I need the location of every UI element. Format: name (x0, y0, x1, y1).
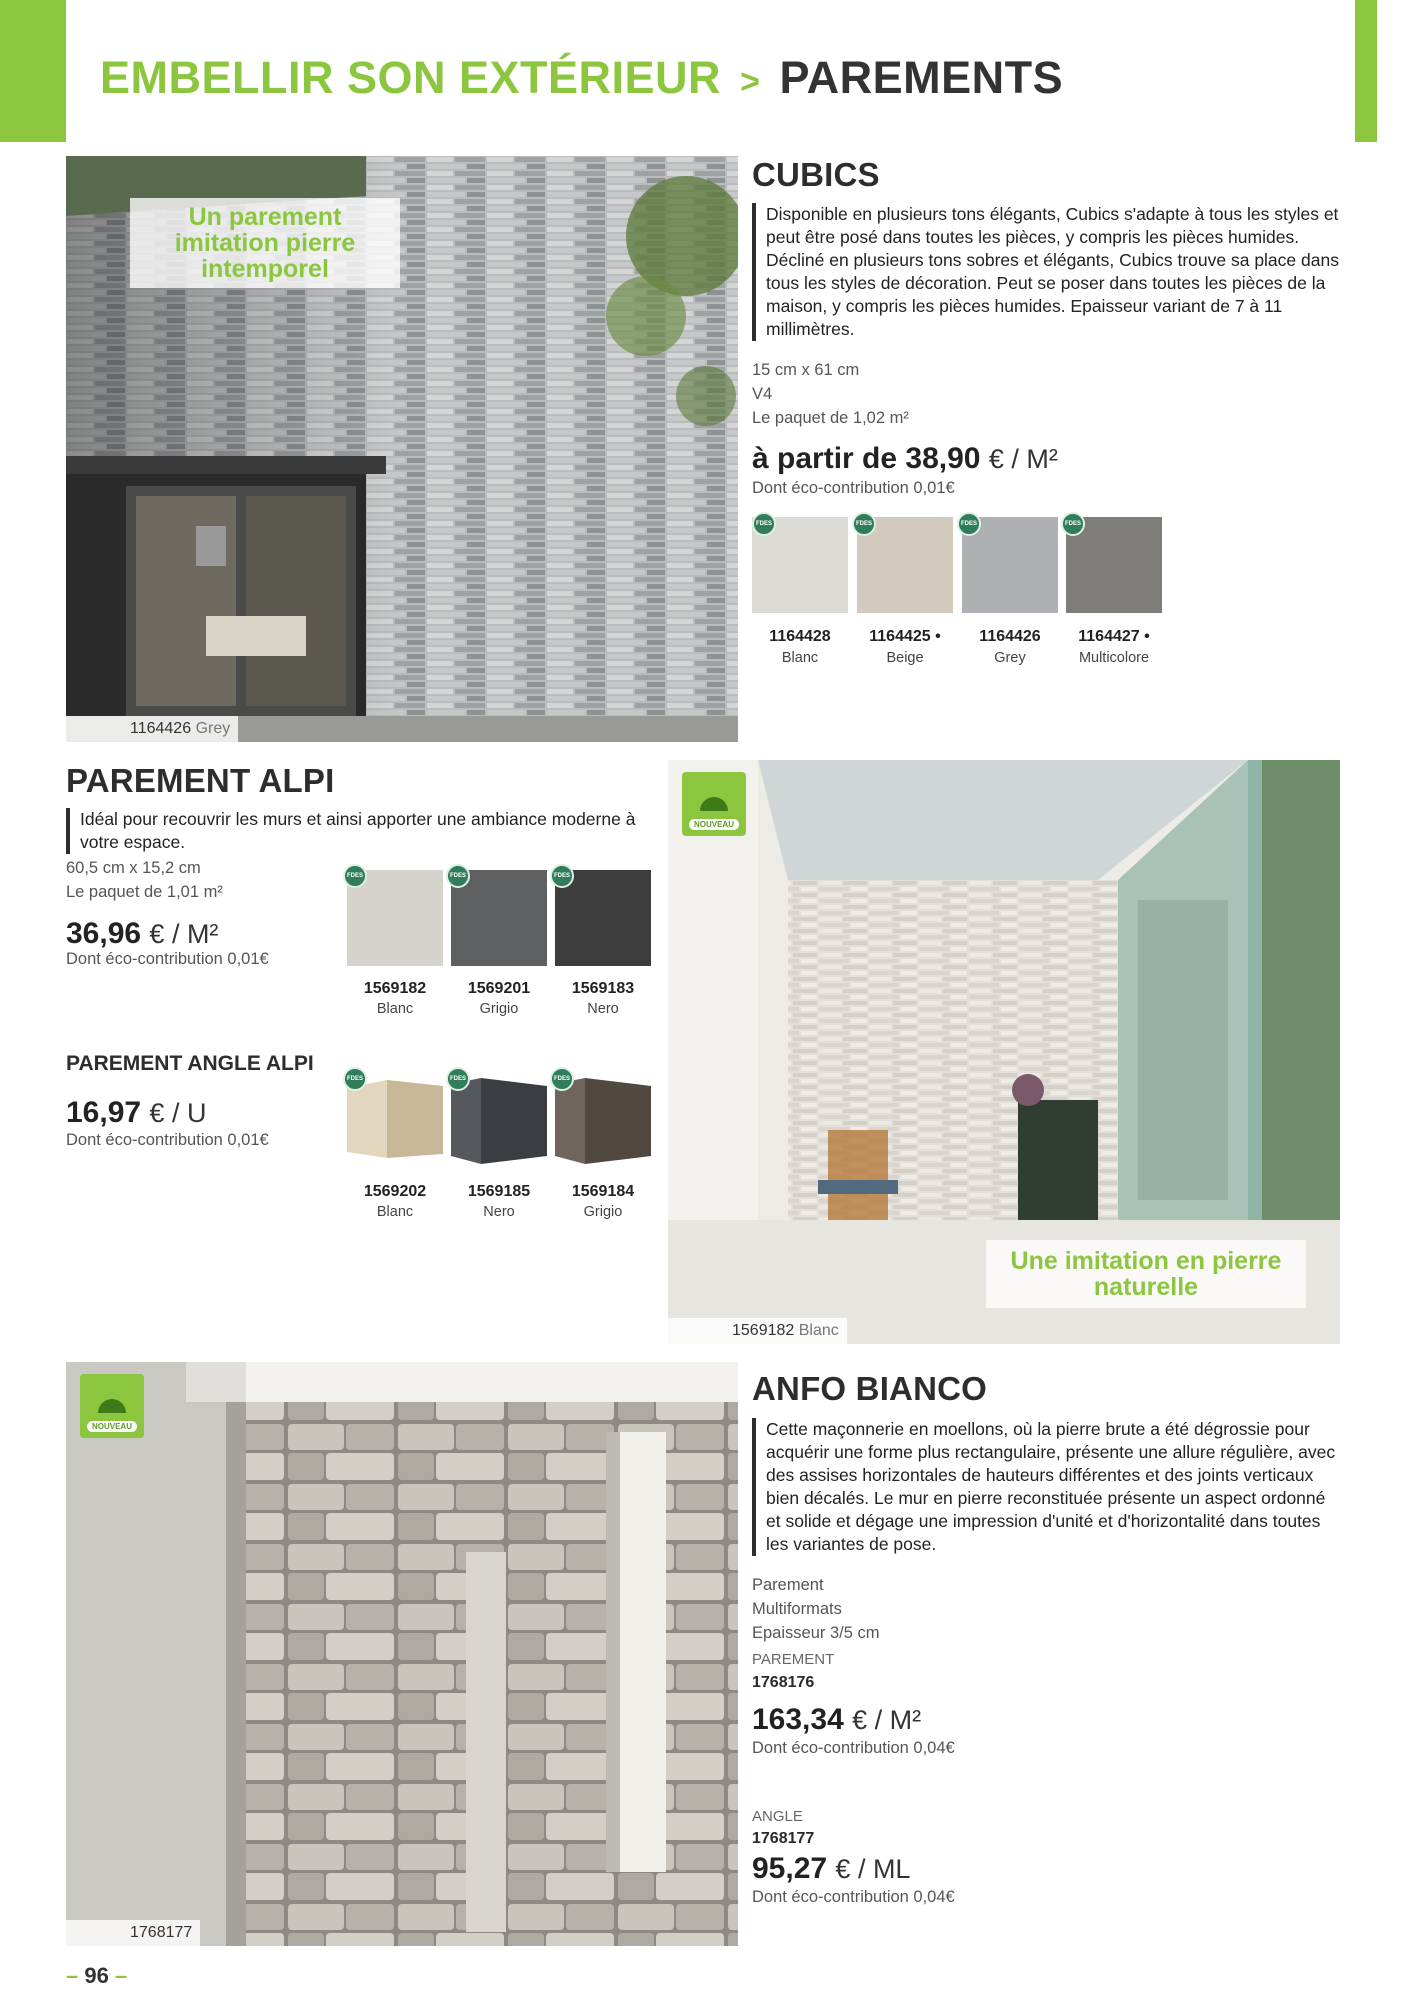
alpi-spec-pack: Le paquet de 1,01 m² (66, 883, 223, 901)
alpi-price-unit: € / M² (149, 919, 219, 949)
alpi-angle-swatch-2-code: 1569185 (467, 1183, 531, 1200)
cubics-spec-pack: Le paquet de 1,02 m² (752, 409, 909, 427)
cubics-callout-line-1: Un parement (188, 203, 342, 231)
fdes-icon: FDES (550, 1067, 574, 1091)
anfo-parement-eco-contribution: Dont éco-contribution 0,04€ (752, 1739, 955, 1757)
cubics-callout-line-3: intemporel (201, 255, 329, 283)
alpi-angle-price-value: 16,97 (66, 1096, 142, 1129)
header-section: PAREMENTS (779, 52, 1064, 103)
fdes-icon: FDES (446, 1067, 470, 1091)
anfo-angle-price (752, 1852, 910, 1886)
header-category: EMBELLIR SON EXTÉRIEUR (100, 52, 722, 103)
cubics-price-prefix: à partir de (752, 442, 898, 475)
alpi-swatch-1-name: Blanc (376, 1001, 414, 1017)
cubics-price (752, 442, 1058, 476)
alpi-angle-swatch-3-code: 1569184 (571, 1183, 635, 1200)
cubics-swatch-2-code: 1164425 • (869, 628, 941, 645)
anfo-title: ANFO BIANCO (752, 1370, 988, 1407)
anfo-photo (66, 1362, 738, 1946)
anfo-parement-code: 1768176 (752, 1674, 815, 1691)
fdes-icon: FDES (852, 512, 876, 536)
nouveau-badge (80, 1374, 144, 1438)
anfo-spec-type: Parement (752, 1576, 824, 1594)
cubics-title: CUBICS (752, 156, 880, 193)
alpi-swatch-3-name: Nero (587, 1001, 619, 1017)
alpi-angle-swatch-1-code: 1569202 (363, 1183, 427, 1200)
sun-icon (700, 797, 728, 811)
veranda-photo-caption (668, 1318, 847, 1344)
alpi-angle-price-unit: € / U (149, 1098, 207, 1128)
page-number-dash-left: – (66, 1963, 79, 1988)
cubics-swatch-4-name: Multicolore (1078, 650, 1150, 666)
fdes-icon: FDES (446, 864, 470, 888)
veranda-photo (668, 760, 1340, 1344)
cubics-swatch-3-code: 1164426 (979, 628, 1041, 645)
veranda-photo-caption-name: Blanc (798, 1322, 839, 1339)
fdes-icon: FDES (1061, 512, 1085, 536)
veranda-photo-caption-code: 1569182 (732, 1322, 795, 1339)
cubics-spec-class: V4 (752, 385, 773, 403)
cubics-swatch-1-code: 1164428 (769, 628, 831, 645)
alpi-angle-price (66, 1096, 206, 1130)
header-arrow: > (740, 63, 761, 101)
cubics-swatch-3-name: Grey (994, 650, 1026, 666)
veranda-callout (986, 1240, 1306, 1308)
cubics-callout (130, 198, 400, 288)
cubics-swatch-1-name: Blanc (781, 650, 819, 666)
alpi-price (66, 917, 218, 951)
alpi-angle-swatch-2-name: Nero (483, 1204, 515, 1220)
fdes-icon: FDES (752, 512, 776, 536)
anfo-photo-illustration (66, 1362, 738, 1946)
alpi-angle-swatch-3-name: Grigio (583, 1204, 623, 1220)
cubics-callout-line-2: imitation pierre (174, 229, 356, 257)
cubics-price-value: 38,90 (905, 442, 981, 475)
anfo-photo-caption-code: 1768177 (130, 1924, 193, 1941)
fdes-icon: FDES (343, 1067, 367, 1091)
alpi-swatch-2-code: 1569201 (467, 980, 531, 997)
fdes-icon: FDES (550, 864, 574, 888)
anfo-photo-caption (66, 1920, 200, 1946)
page-number-dash-right: – (114, 1963, 128, 1988)
cubics-photo-caption (66, 716, 238, 742)
alpi-angle-eco-contribution: Dont éco-contribution 0,01€ (66, 1131, 269, 1149)
header-accent-bar-right (1355, 0, 1377, 142)
anfo-angle-label: ANGLE (752, 1808, 803, 1825)
veranda-callout-line-1: Une imitation en pierre (1010, 1247, 1282, 1275)
page-number (66, 1963, 127, 1989)
anfo-spec-format: Multiformats (752, 1600, 842, 1618)
cubics-swatch-4-code: 1164427 • (1078, 628, 1150, 645)
cubics-photo-caption-name: Grey (195, 720, 231, 737)
anfo-description: Cette maçonnerie en moellons, où la pierre brute a été dégrossie pour acquérir une forme plus rectangulaire, présente une allure régulière, avec des assises horizontales de hauteurs différentes et des joints verticaux bien décalés. Le mur en pierre reconstituée présente un aspect ordonné et solide et dégage une impression d'unité et d'horizontalité dans toutes les variantes de pose. (752, 1418, 1342, 1556)
nouveau-badge (682, 772, 746, 836)
nouveau-badge-label: NOUVEAU (689, 819, 739, 830)
veranda-callout-line-2: naturelle (1093, 1273, 1199, 1301)
anfo-parement-price (752, 1703, 921, 1737)
alpi-swatch-3-code: 1569183 (571, 980, 635, 997)
alpi-title: PAREMENT ALPI (66, 762, 335, 799)
alpi-swatch-2-name: Grigio (479, 1001, 519, 1017)
cubics-swatch-2-name: Beige (886, 650, 924, 666)
cubics-price-unit: € / M² (988, 444, 1058, 474)
anfo-parement-price-value: 163,34 (752, 1703, 844, 1736)
anfo-parement-label: PAREMENT (752, 1651, 835, 1668)
page-header (100, 52, 1063, 104)
page-number-value: 96 (84, 1963, 109, 1988)
anfo-spec-thickness: Epaisseur 3/5 cm (752, 1624, 880, 1642)
fdes-icon: FDES (957, 512, 981, 536)
alpi-price-value: 36,96 (66, 917, 142, 950)
header-accent-bar-left (0, 0, 66, 142)
anfo-parement-price-unit: € / M² (852, 1705, 922, 1735)
alpi-angle-title: PAREMENT ANGLE ALPI (66, 1052, 314, 1075)
alpi-spec-size: 60,5 cm x 15,2 cm (66, 859, 201, 877)
anfo-angle-price-value: 95,27 (752, 1852, 828, 1885)
cubics-photo-caption-code: 1164426 (130, 720, 192, 737)
anfo-angle-eco-contribution: Dont éco-contribution 0,04€ (752, 1888, 955, 1906)
alpi-description: Idéal pour recouvrir les murs et ainsi apporter une ambiance moderne à votre espace. (66, 808, 666, 854)
cubics-eco-contribution: Dont éco-contribution 0,01€ (752, 479, 955, 497)
nouveau-badge-label: NOUVEAU (87, 1421, 137, 1432)
fdes-icon: FDES (343, 864, 367, 888)
cubics-photo (66, 156, 738, 742)
sun-icon (98, 1399, 126, 1413)
cubics-description: Disponible en plusieurs tons élégants, Cubics s'adapte à tous les styles et peut être posé dans toutes les pièces, y compris les pièces humides. Décliné en plusieurs tons sobres et élégants, Cubics trouve sa place dans tous les styles de décoration. Peut se poser dans toutes les pièces de la maison, y compris les pièces humides. Epaisseur variant de 7 à 11 millimètres. (752, 203, 1352, 341)
anfo-angle-code: 1768177 (752, 1830, 815, 1847)
alpi-eco-contribution: Dont éco-contribution 0,01€ (66, 950, 269, 968)
cubics-spec-size: 15 cm x 61 cm (752, 361, 860, 379)
anfo-angle-price-unit: € / ML (835, 1854, 911, 1884)
alpi-angle-swatch-1-name: Blanc (376, 1204, 414, 1220)
alpi-swatch-1-code: 1569182 (363, 980, 427, 997)
